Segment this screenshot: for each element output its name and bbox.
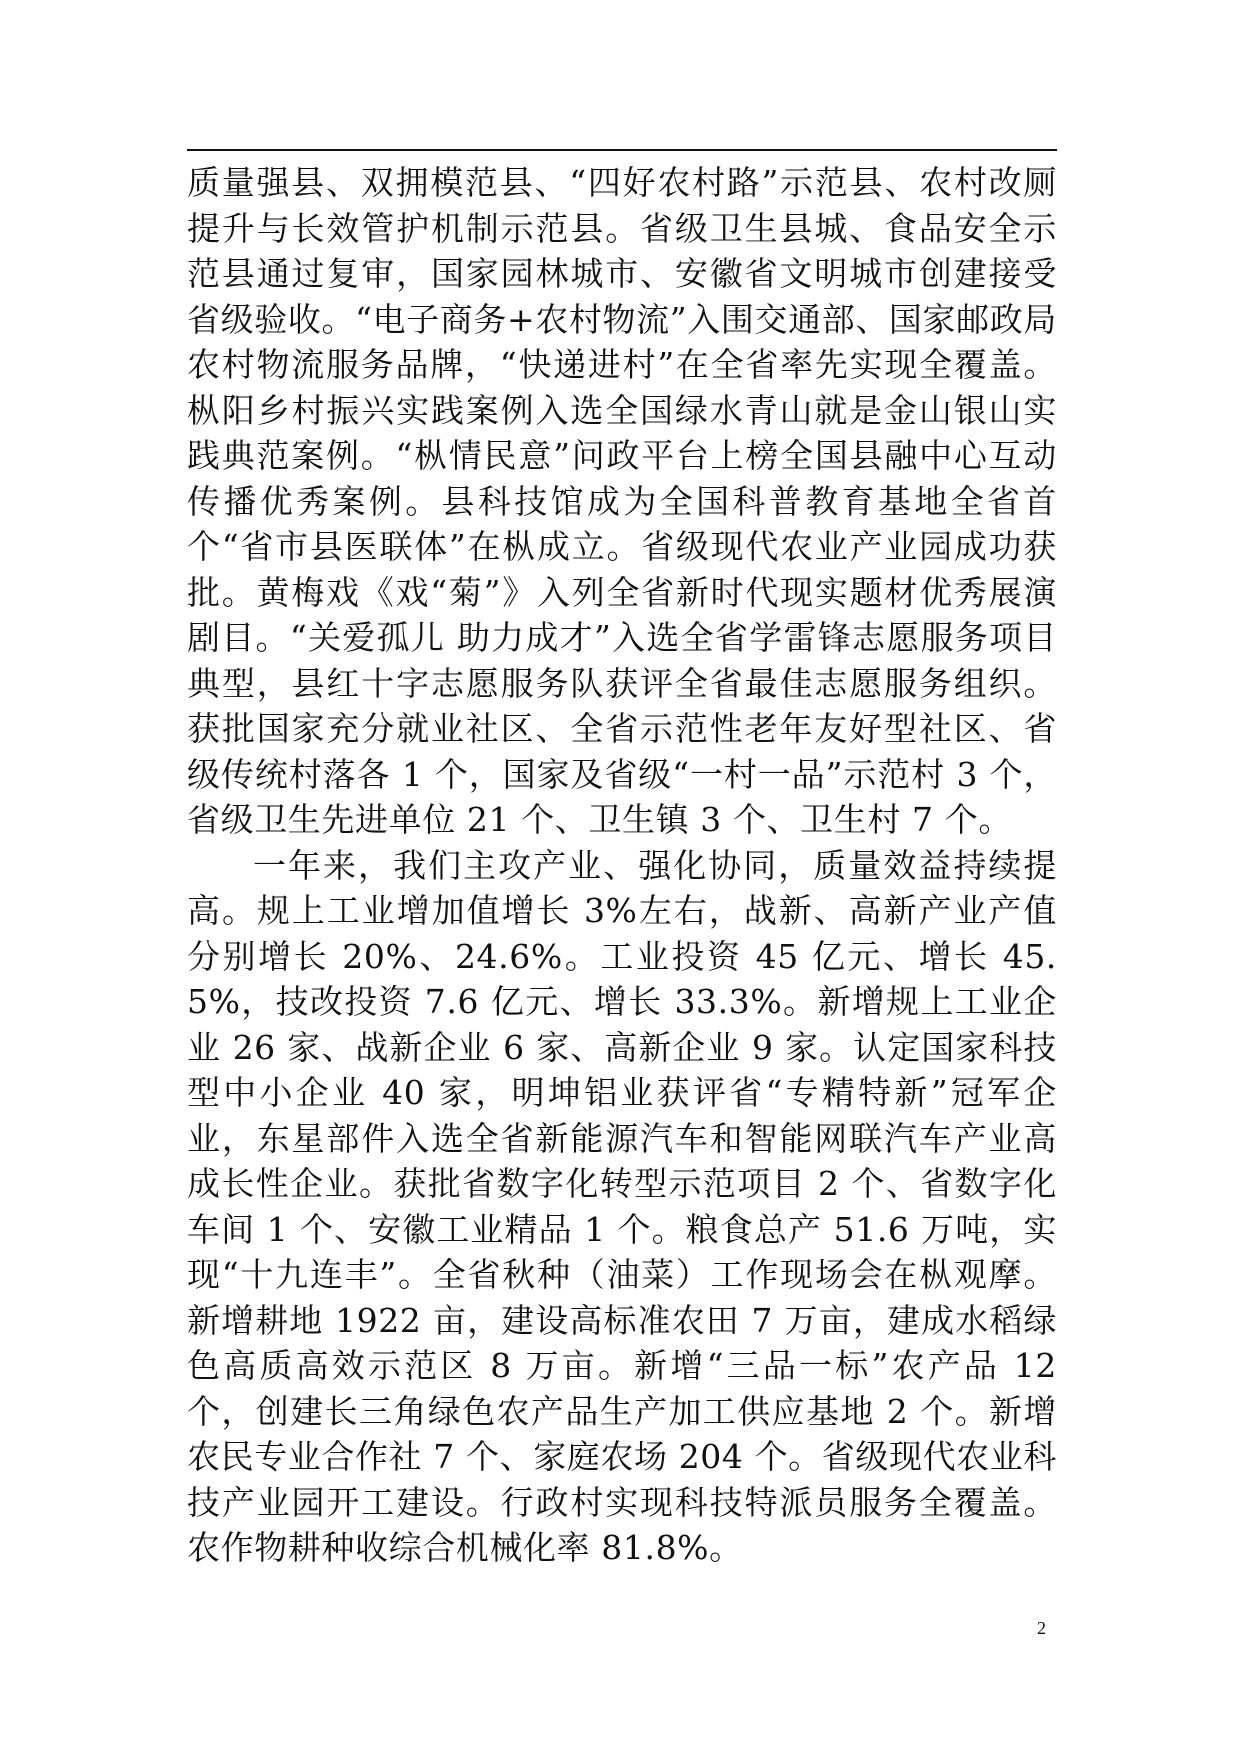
header-rule	[187, 149, 1057, 151]
body-text	[187, 160, 1057, 1571]
page-number: 2	[1037, 1618, 1046, 1638]
paragraph-industry: 一年来，我们主攻产业、强化协同，质量效益持续提高。规上工业增加值增长 3%左右，战新、高新产业产值分别增长 20%、24.6%。工业投资 45 亿元、增长 45.5%，技改投资 7.6 亿元、增长 33.3%。新增规上工业企业 26 家、战新企业 6 家、高新企业 9 家。认定国家科技型中小企业 40 家，明坤铝业获评省“专精特新”冠军企业，东星部件入选全省新能源汽车和智能网联汽车产业高成长性企业。获批省数字化转型示范项目 2 个、省数字化车间 1 个、安徽工业精品 1 个。粮食总产 51.6 万吨，实现“十九连丰”。全省秋种（油菜）工作现场会在枞观摩。新增耕地 1922 亩，建设高标准农田 7 万亩，建成水稻绿色高质高效示范区 8 万亩。新增“三品一标”农产品 12 个，创建长三角绿色农产品生产加工供应基地 2 个。新增农民专业合作社 7 个、家庭农场 204 个。省级现代农业科技产业园开工建设。行政村实现科技特派员服务全覆盖。农作物耕种收综合机械化率 81.8%。	[187, 845, 1057, 1567]
paragraph-continuation: 质量强县、双拥模范县、“四好农村路”示范县、农村改厕提升与长效管护机制示范县。省级卫生县城、食品安全示范县通过复审，国家园林城市、安徽省文明城市创建接受省级验收。“电子商务+农村物流”入围交通部、国家邮政局农村物流服务品牌，“快递进村”在全省率先实现全覆盖。枞阳乡村振兴实践案例入选全国绿水青山就是金山银山实践典范案例。“枞情民意”问政平台上榜全国县融中心互动传播优秀案例。县科技馆成为全国科普教育基地全省首个“省市县医联体”在枞成立。省级现代农业产业园成功获批。黄梅戏《戏“菊”》入列全省新时代现实题材优秀展演剧目。“关爱孤儿 助力成才”入选全省学雷锋志愿服务项目典型，县红十字志愿服务队获评全省最佳志愿服务组织。获批国家充分就业社区、全省示范性老年友好型社区、省级传统村落各 1 个，国家及省级“一村一品”示范村 3 个，省级卫生先进单位 21 个、卫生镇 3 个、卫生村 7 个。	[187, 163, 1057, 839]
